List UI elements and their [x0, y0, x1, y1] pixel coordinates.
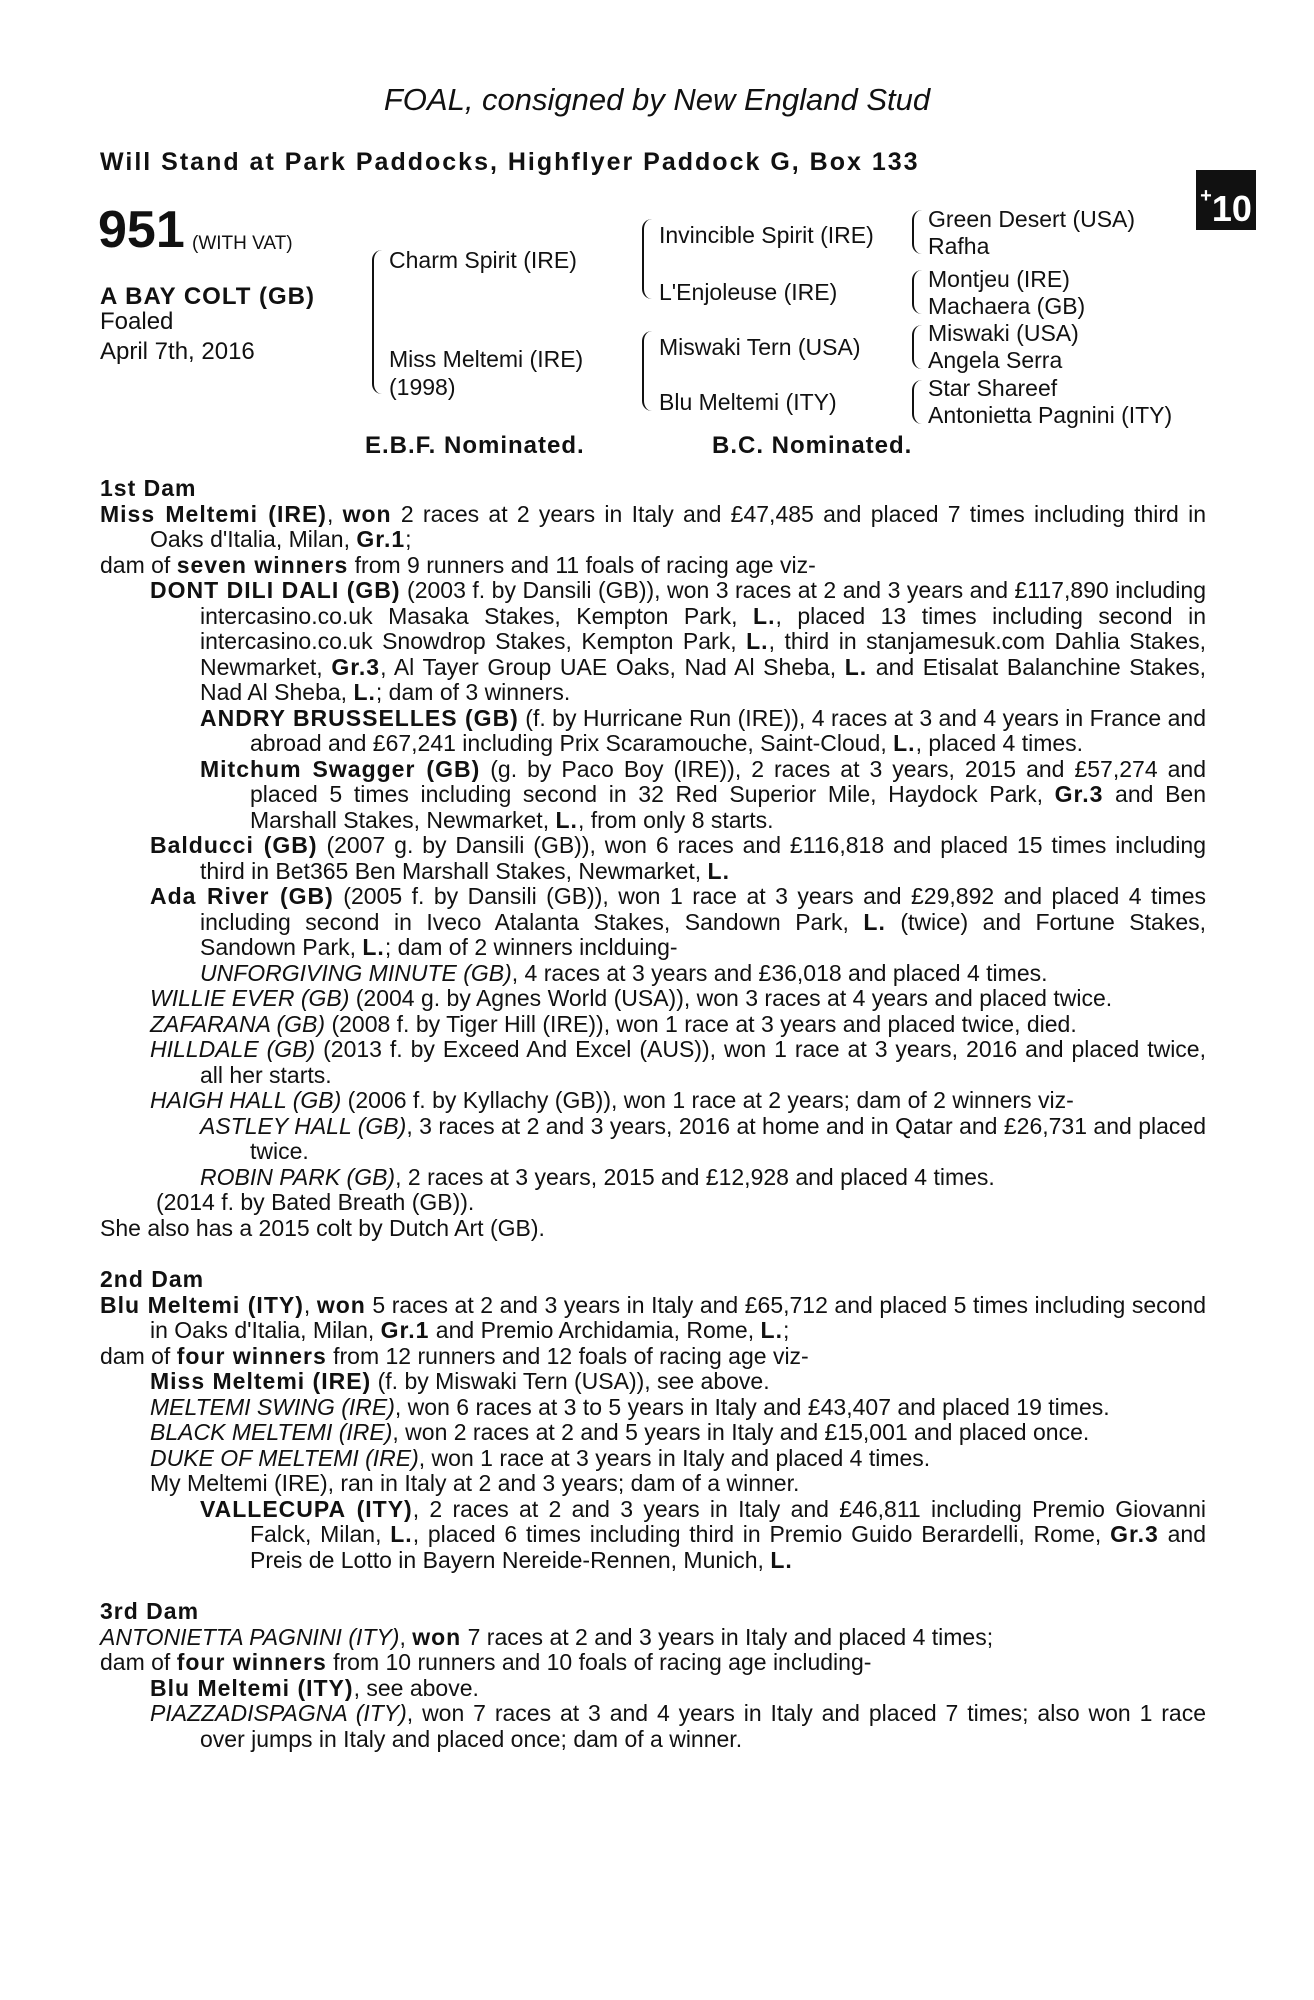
brace-dd — [912, 380, 922, 424]
lot-description: A BAY COLT (GB) — [100, 283, 316, 310]
produce-andry-brusselles — [200, 706, 1206, 757]
record-text: , third in stanjamesuk.com Dahlia Stakes, Newmarket, — [200, 628, 1206, 680]
vat-note: (WITH VAT) — [192, 233, 293, 254]
listed-label: L. — [753, 602, 776, 629]
produce-dont-dili-dali — [150, 578, 1206, 706]
record-text: (2013 f. by Exceed And Excel (AUS)), won 1 race at 3 years, 2016 and placed twice, all her starts. — [200, 1036, 1206, 1088]
record-text: , placed 4 times. — [915, 730, 1084, 756]
record-text: and Premio Archidamia, Rome, — [429, 1317, 761, 1343]
record-text: 2 races at 2 years in Italy and £47,485 and placed 7 times including third in Oaks d'Italia, Milan, — [150, 500, 1206, 552]
horse-name: Blu Meltemi (ITY) — [150, 1674, 354, 1701]
brace-sire — [642, 219, 654, 299]
second-dam-record: Blu Meltemi (ITY), won 5 races at 2 and 3 years in Italy and £65,712 and placed 5 times including second in Oaks d'Italia, Milan, Gr.1 and Premio Archidamia, Rome, L.; — [100, 1291, 1207, 1343]
record-text: and Preis de Lotto in Bayern Nereide-Rennen, Munich, — [250, 1521, 1206, 1573]
record-text: , placed 13 times including second in intercasino.co.uk Snowdrop Stakes, Kempton Park, — [200, 602, 1206, 654]
produce-2015-colt: She also has a 2015 colt by Dutch Art (GB). — [100, 1214, 545, 1241]
third-dam-name: ANTONIETTA PAGNINI (ITY) — [100, 1623, 400, 1650]
record-text: (f. by Hurricane Run (IRE)), 4 races at 3 and 4 years in France and abroad and £67,241 including Prix Scaramouche, Saint-Cloud, — [250, 704, 1206, 756]
consignment-line: FOAL, consigned by New England Stud — [383, 82, 931, 117]
ped-dds: Star Shareef — [928, 375, 1058, 401]
summary-text: dam of — [100, 1342, 177, 1369]
group-label: Gr.1 — [356, 526, 406, 552]
horse-name: Miss Meltemi (IRE) — [150, 1368, 372, 1394]
produce-blu-meltemi — [150, 1676, 1206, 1702]
listed-label: L. — [770, 1546, 793, 1573]
record-text: , 2 races at 2 and 3 years in Italy and £46,811 including Premio Giovanni Falck, Milan, — [250, 1495, 1206, 1547]
record-text: , placed 6 times including third in Premio Guido Berardelli, Rome, — [412, 1521, 1111, 1547]
horse-name: ZAFARANA (GB) — [150, 1010, 326, 1037]
third-dam-heading: 3rd Dam — [100, 1598, 200, 1624]
ped-dd: Blu Meltemi (ITY) — [659, 389, 837, 415]
first-dam-name: Miss Meltemi (IRE) — [100, 500, 327, 527]
record-text: 5 races at 2 and 3 years in Italy and £65,712 and placed 5 times including second in Oaks d'Italia, Milan, — [150, 1291, 1207, 1343]
lot-number: 951 — [98, 201, 185, 259]
won-label: won — [316, 1291, 366, 1318]
foaled-date: April 7th, 2016 — [100, 338, 255, 365]
produce-balducci — [150, 833, 1206, 884]
brace-dam — [642, 331, 654, 411]
record-text: ; — [405, 526, 412, 552]
produce-miss-meltemi — [150, 1369, 1206, 1395]
badge-number: 10 — [1211, 188, 1252, 229]
record-text: , won 6 races at 3 to 5 years in Italy and £43,407 and placed 19 times. — [394, 1393, 1110, 1420]
record-text: (2007 g. by Dansili (GB)), won 6 races and £116,818 and placed 15 times including third in Bet365 Ben Marshall Stakes, Newmarket, — [200, 832, 1206, 884]
listed-label: L. — [893, 730, 916, 756]
badge-plus: + — [1200, 185, 1212, 207]
brace-sd — [912, 270, 922, 314]
group-label: Gr.3 — [1110, 1521, 1159, 1547]
ped-sds: Montjeu (IRE) — [928, 266, 1070, 292]
record-text: , won 1 race at 3 years in Italy and placed 4 times. — [418, 1444, 931, 1471]
won-label: won — [412, 1623, 462, 1650]
record-text: (f. by Miswaki Tern (USA)), see above. — [371, 1368, 770, 1394]
first-dam-record: Miss Meltemi (IRE), won 2 races at 2 years in Italy and £47,485 and placed 7 times including third in Oaks d'Italia, Milan, Gr.1; — [100, 500, 1206, 552]
ped-sd: L'Enjoleuse (IRE) — [659, 279, 838, 305]
produce-mitchum-swagger — [200, 757, 1206, 834]
first-dam-produce-summary — [100, 553, 1206, 579]
produce-astley-hall — [200, 1114, 1206, 1165]
record-text: 7 races at 2 and 3 years in Italy and placed 4 times; — [461, 1623, 994, 1650]
record-text: ; dam of 2 winners inclduing- — [384, 934, 678, 960]
first-dam-heading: 1st Dam — [100, 475, 197, 501]
winners-count: four winners — [176, 1649, 327, 1675]
horse-name: Ada River (GB) — [150, 883, 334, 909]
horse-name: ROBIN PARK (GB) — [200, 1163, 396, 1190]
horse-name: DUKE OF MELTEMI (IRE) — [150, 1444, 419, 1471]
foaled-label: Foaled — [100, 308, 174, 335]
listed-label: L. — [353, 679, 376, 705]
horse-name: DONT DILI DALI (GB) — [150, 577, 401, 603]
record-text: (2005 f. by Dansili (GB)), won 1 race at 3 years and £29,892 and placed 4 times including second in Iveco Atalanta Stakes, Sandown Park, — [200, 883, 1207, 935]
horse-name: BLACK MELTEMI (IRE) — [150, 1419, 393, 1445]
summary-text: from 9 runners and 11 foals of racing age viz- — [348, 551, 816, 578]
produce-piazzadispagna — [150, 1701, 1206, 1752]
produce-my-meltemi: My Meltemi (IRE), ran in Italy at 2 and 3 years; dam of a winner. — [150, 1470, 800, 1496]
produce-2014-filly: (2014 f. by Bated Breath (GB)). — [156, 1189, 475, 1215]
won-label: won — [342, 500, 392, 527]
record-text: and Ben Marshall Stakes, Newmarket, — [250, 781, 1206, 833]
horse-name: ANDRY BRUSSELLES (GB) — [200, 704, 519, 731]
record-text: (g. by Paco Boy (IRE)), 2 races at 3 years, 2015 and £57,274 and placed 5 times including second in 32 Red Superior Mile, Haydock Park, — [250, 755, 1206, 807]
winners-count: four winners — [176, 1342, 327, 1369]
horse-name: WILLIE EVER (GB) — [150, 985, 350, 1011]
group-label: Gr.3 — [1054, 781, 1104, 807]
listed-label: L. — [390, 1521, 413, 1547]
summary-text: dam of — [100, 1649, 177, 1675]
foaled-info — [100, 307, 350, 367]
produce-haigh-hall — [150, 1088, 1206, 1114]
record-text: (2004 g. by Agnes World (USA)), won 3 races at 4 years and placed twice. — [349, 985, 1113, 1011]
group-label: Gr.3 — [331, 653, 381, 680]
horse-name: MELTEMI SWING (IRE) — [150, 1393, 395, 1420]
summary-text: from 10 runners and 10 foals of racing age including- — [326, 1649, 872, 1675]
catalogue-body — [100, 476, 1206, 1752]
record-text: , from only 8 starts. — [577, 806, 774, 833]
ped-dss: Miswaki (USA) — [928, 320, 1079, 346]
listed-label: L. — [863, 908, 886, 935]
stand-location: Will Stand at Park Paddocks, Highflyer Paddock G, Box 133 — [100, 148, 920, 176]
record-text: , won 7 races at 3 and 4 years in Italy and placed 7 times; also won 1 race over jumps in Italy and placed once; dam of a winner. — [200, 1700, 1206, 1752]
produce-unforgiving-minute — [200, 961, 1206, 987]
ped-dam-year: (1998) — [389, 374, 456, 400]
ped-ddd: Antonietta Pagnini (ITY) — [928, 402, 1173, 428]
produce-robin-park — [200, 1165, 1206, 1191]
horse-name: PIAZZADISPAGNA (ITY) — [150, 1700, 407, 1726]
third-dam-record: ANTONIETTA PAGNINI (ITY), won 7 races at 2 and 3 years in Italy and placed 4 times; — [100, 1623, 994, 1650]
record-text: , 2 races at 3 years, 2015 and £12,928 and placed 4 times. — [395, 1163, 995, 1190]
record-text: , see above. — [353, 1674, 479, 1701]
horse-name: ASTLEY HALL (GB) — [200, 1112, 407, 1139]
produce-hilldale — [150, 1037, 1206, 1088]
listed-label: L. — [746, 628, 769, 654]
record-text: (twice) and Fortune Stakes, Sandown Park, — [200, 908, 1206, 960]
summary-text: dam of — [100, 551, 177, 578]
record-text: , Al Tayer Group UAE Oaks, Nad Al Sheba, — [380, 653, 845, 680]
record-text: (2008 f. by Tiger Hill (IRE)), won 1 race at 3 years and placed twice, died. — [325, 1010, 1077, 1037]
listed-label: L. — [707, 857, 730, 884]
ped-dsd: Angela Serra — [928, 347, 1063, 373]
produce-zafarana — [150, 1012, 1206, 1038]
record-text: , 3 races at 2 and 3 years, 2016 at home and in Qatar and £26,731 and placed twice. — [250, 1112, 1207, 1164]
ped-ssd: Rafha — [928, 233, 990, 259]
ped-sire: Charm Spirit (IRE) — [389, 247, 577, 273]
brace-main — [372, 250, 384, 394]
produce-black-meltemi — [150, 1420, 1206, 1446]
ped-sdd: Machaera (GB) — [928, 293, 1086, 319]
ped-ds: Miswaki Tern (USA) — [659, 334, 861, 360]
listed-label: L. — [555, 806, 578, 833]
record-text: ; — [782, 1317, 790, 1343]
listed-label: L. — [362, 934, 385, 960]
horse-name: VALLECUPA (ITY) — [200, 1495, 413, 1522]
record-text: (2003 f. by Dansili (GB)), won 3 races at 2 and 3 years and £117,890 including intercasino.co.uk Masaka Stakes, Kempton Park, — [200, 577, 1206, 629]
produce-vallecupa — [200, 1497, 1206, 1574]
bc-nominated: B.C. Nominated. — [712, 432, 913, 459]
group-label: Gr.1 — [380, 1317, 430, 1343]
produce-willie-ever — [150, 986, 1206, 1012]
record-text: and Etisalat Balanchine Stakes, Nad Al Sheba, — [200, 653, 1206, 705]
second-dam-heading: 2nd Dam — [100, 1266, 205, 1292]
ped-dam: Miss Meltemi (IRE) — [389, 346, 584, 372]
produce-meltemi-swing — [150, 1395, 1206, 1421]
winners-count: seven winners — [176, 551, 349, 578]
horse-name: HILLDALE (GB) — [150, 1036, 316, 1062]
book-badge — [1196, 170, 1256, 230]
ped-sss: Green Desert (USA) — [928, 206, 1136, 232]
summary-text: from 12 runners and 12 foals of racing age viz- — [326, 1342, 809, 1369]
horse-name: Mitchum Swagger (GB) — [200, 755, 481, 782]
produce-ada-river — [150, 884, 1206, 961]
record-text: ; dam of 3 winners. — [375, 679, 571, 705]
ebf-nominated: E.B.F. Nominated. — [365, 432, 585, 459]
listed-label: L. — [760, 1317, 783, 1343]
second-dam-name: Blu Meltemi (ITY) — [100, 1291, 304, 1318]
record-text: , won 2 races at 2 and 5 years in Italy and £15,001 and placed once. — [392, 1419, 1090, 1445]
brace-ds — [912, 325, 922, 369]
second-dam-produce-summary — [100, 1344, 1206, 1370]
listed-label: L. — [844, 653, 868, 680]
record-text: , 4 races at 3 years and £36,018 and placed 4 times. — [511, 959, 1048, 986]
brace-ss — [912, 210, 922, 254]
third-dam-produce-summary — [100, 1650, 1206, 1676]
horse-name: UNFORGIVING MINUTE (GB) — [200, 959, 512, 986]
produce-duke-of-meltemi — [150, 1446, 1206, 1472]
ped-ss: Invincible Spirit (IRE) — [659, 222, 874, 248]
record-text: (2006 f. by Kyllachy (GB)), won 1 race at 2 years; dam of 2 winners viz- — [341, 1087, 1074, 1113]
horse-name: Balducci (GB) — [150, 832, 318, 858]
horse-name: HAIGH HALL (GB) — [150, 1087, 342, 1113]
